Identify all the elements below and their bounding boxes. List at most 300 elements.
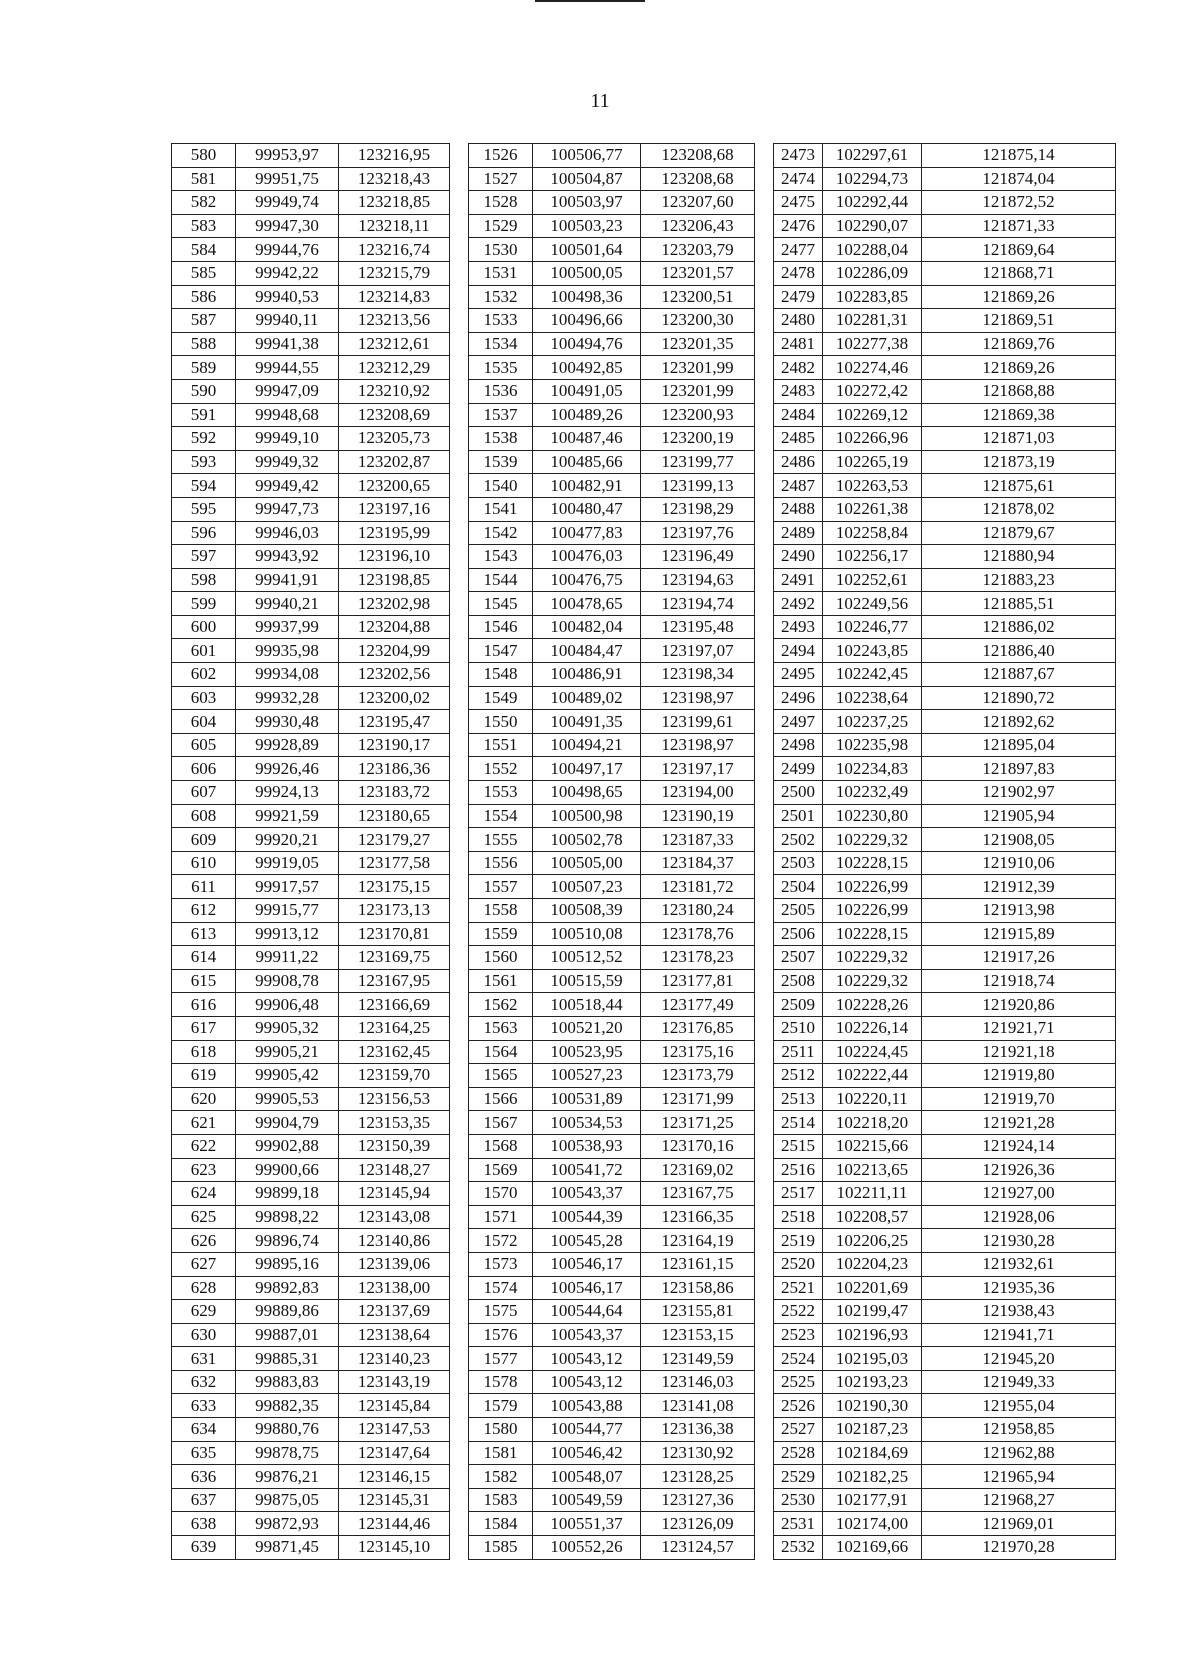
x-coordinate-a: 99924,13 — [236, 781, 339, 805]
x-coordinate-c: 102252,61 — [823, 568, 922, 592]
column-gap — [450, 474, 469, 498]
point-number-a: 600 — [172, 615, 236, 639]
x-coordinate-c: 102182,25 — [823, 1465, 922, 1489]
column-gap — [755, 1087, 774, 1111]
x-coordinate-c: 102261,38 — [823, 497, 922, 521]
table-row — [172, 474, 1116, 498]
y-coordinate-b: 123166,35 — [641, 1205, 755, 1229]
point-number-b: 1545 — [469, 592, 533, 616]
point-number-a: 599 — [172, 592, 236, 616]
y-coordinate-b: 123197,17 — [641, 757, 755, 781]
x-coordinate-b: 100484,47 — [533, 639, 641, 663]
point-number-a: 598 — [172, 568, 236, 592]
y-coordinate-b: 123198,34 — [641, 663, 755, 687]
x-coordinate-a: 99948,68 — [236, 403, 339, 427]
point-number-b: 1565 — [469, 1064, 533, 1088]
point-number-b: 1535 — [469, 356, 533, 380]
y-coordinate-c: 121921,28 — [922, 1111, 1116, 1135]
x-coordinate-c: 102234,83 — [823, 757, 922, 781]
point-number-c: 2506 — [774, 922, 823, 946]
x-coordinate-b: 100510,08 — [533, 922, 641, 946]
column-gap — [450, 1465, 469, 1489]
y-coordinate-b: 123194,63 — [641, 568, 755, 592]
table-row — [172, 427, 1116, 451]
table-row — [172, 403, 1116, 427]
y-coordinate-a: 123145,84 — [339, 1394, 450, 1418]
point-number-c: 2522 — [774, 1300, 823, 1324]
x-coordinate-a: 99878,75 — [236, 1441, 339, 1465]
x-coordinate-a: 99911,22 — [236, 946, 339, 970]
point-number-a: 596 — [172, 521, 236, 545]
y-coordinate-a: 123202,56 — [339, 663, 450, 687]
column-gap — [755, 521, 774, 545]
column-gap — [755, 1205, 774, 1229]
y-coordinate-b: 123198,29 — [641, 497, 755, 521]
x-coordinate-b: 100544,39 — [533, 1205, 641, 1229]
point-number-b: 1582 — [469, 1465, 533, 1489]
x-coordinate-b: 100543,88 — [533, 1394, 641, 1418]
y-coordinate-b: 123155,81 — [641, 1300, 755, 1324]
y-coordinate-a: 123214,83 — [339, 285, 450, 309]
x-coordinate-a: 99871,45 — [236, 1536, 339, 1560]
y-coordinate-c: 121969,01 — [922, 1512, 1116, 1536]
point-number-b: 1566 — [469, 1087, 533, 1111]
y-coordinate-b: 123206,43 — [641, 214, 755, 238]
y-coordinate-b: 123200,93 — [641, 403, 755, 427]
x-coordinate-a: 99947,30 — [236, 214, 339, 238]
column-gap — [755, 1134, 774, 1158]
point-number-a: 581 — [172, 167, 236, 191]
point-number-a: 610 — [172, 851, 236, 875]
x-coordinate-c: 102195,03 — [823, 1347, 922, 1371]
table-row — [172, 167, 1116, 191]
y-coordinate-a: 123212,61 — [339, 332, 450, 356]
y-coordinate-c: 121868,88 — [922, 379, 1116, 403]
x-coordinate-a: 99896,74 — [236, 1229, 339, 1253]
x-coordinate-c: 102196,93 — [823, 1323, 922, 1347]
point-number-c: 2519 — [774, 1229, 823, 1253]
point-number-b: 1527 — [469, 167, 533, 191]
point-number-a: 633 — [172, 1394, 236, 1418]
point-number-c: 2491 — [774, 568, 823, 592]
x-coordinate-a: 99921,59 — [236, 804, 339, 828]
y-coordinate-b: 123198,97 — [641, 686, 755, 710]
y-coordinate-b: 123197,07 — [641, 639, 755, 663]
x-coordinate-b: 100478,65 — [533, 592, 641, 616]
point-number-a: 612 — [172, 899, 236, 923]
x-coordinate-a: 99872,93 — [236, 1512, 339, 1536]
x-coordinate-b: 100551,37 — [533, 1512, 641, 1536]
x-coordinate-a: 99942,22 — [236, 261, 339, 285]
y-coordinate-b: 123178,76 — [641, 922, 755, 946]
y-coordinate-a: 123218,85 — [339, 191, 450, 215]
column-gap — [450, 1134, 469, 1158]
x-coordinate-a: 99940,11 — [236, 309, 339, 333]
x-coordinate-c: 102281,31 — [823, 309, 922, 333]
table-row — [172, 214, 1116, 238]
x-coordinate-c: 102269,12 — [823, 403, 922, 427]
x-coordinate-c: 102193,23 — [823, 1370, 922, 1394]
point-number-c: 2480 — [774, 309, 823, 333]
x-coordinate-a: 99926,46 — [236, 757, 339, 781]
table-row — [172, 781, 1116, 805]
point-number-c: 2501 — [774, 804, 823, 828]
y-coordinate-b: 123198,97 — [641, 733, 755, 757]
table-row — [172, 568, 1116, 592]
x-coordinate-a: 99928,89 — [236, 733, 339, 757]
column-gap — [450, 639, 469, 663]
point-number-c: 2509 — [774, 993, 823, 1017]
column-gap — [450, 828, 469, 852]
column-gap — [755, 144, 774, 168]
point-number-b: 1539 — [469, 450, 533, 474]
x-coordinate-b: 100545,28 — [533, 1229, 641, 1253]
y-coordinate-a: 123196,10 — [339, 545, 450, 569]
y-coordinate-a: 123162,45 — [339, 1040, 450, 1064]
table-row — [172, 497, 1116, 521]
y-coordinate-c: 121962,88 — [922, 1441, 1116, 1465]
point-number-c: 2521 — [774, 1276, 823, 1300]
column-gap — [755, 922, 774, 946]
x-coordinate-a: 99943,92 — [236, 545, 339, 569]
column-gap — [755, 851, 774, 875]
y-coordinate-c: 121968,27 — [922, 1488, 1116, 1512]
y-coordinate-c: 121887,67 — [922, 663, 1116, 687]
point-number-c: 2518 — [774, 1205, 823, 1229]
x-coordinate-b: 100541,72 — [533, 1158, 641, 1182]
y-coordinate-a: 123195,47 — [339, 710, 450, 734]
y-coordinate-a: 123143,08 — [339, 1205, 450, 1229]
point-number-c: 2532 — [774, 1536, 823, 1560]
y-coordinate-c: 121869,64 — [922, 238, 1116, 262]
y-coordinate-b: 123171,25 — [641, 1111, 755, 1135]
point-number-a: 582 — [172, 191, 236, 215]
y-coordinate-c: 121869,76 — [922, 332, 1116, 356]
y-coordinate-c: 121878,02 — [922, 497, 1116, 521]
y-coordinate-b: 123128,25 — [641, 1465, 755, 1489]
point-number-b: 1576 — [469, 1323, 533, 1347]
table-row — [172, 663, 1116, 687]
y-coordinate-b: 123200,19 — [641, 427, 755, 451]
column-gap — [450, 1512, 469, 1536]
point-number-c: 2473 — [774, 144, 823, 168]
y-coordinate-a: 123139,06 — [339, 1252, 450, 1276]
x-coordinate-c: 102258,84 — [823, 521, 922, 545]
column-gap — [450, 993, 469, 1017]
point-number-a: 584 — [172, 238, 236, 262]
y-coordinate-b: 123177,49 — [641, 993, 755, 1017]
y-coordinate-c: 121885,51 — [922, 592, 1116, 616]
column-gap — [450, 1300, 469, 1324]
x-coordinate-c: 102283,85 — [823, 285, 922, 309]
y-coordinate-a: 123148,27 — [339, 1158, 450, 1182]
table-row — [172, 450, 1116, 474]
y-coordinate-a: 123205,73 — [339, 427, 450, 451]
column-gap — [755, 427, 774, 451]
point-number-c: 2474 — [774, 167, 823, 191]
x-coordinate-c: 102242,45 — [823, 663, 922, 687]
column-gap — [450, 1347, 469, 1371]
y-coordinate-b: 123136,38 — [641, 1418, 755, 1442]
x-coordinate-b: 100543,12 — [533, 1370, 641, 1394]
column-gap — [755, 1441, 774, 1465]
y-coordinate-a: 123218,43 — [339, 167, 450, 191]
x-coordinate-b: 100515,59 — [533, 969, 641, 993]
x-coordinate-c: 102232,49 — [823, 781, 922, 805]
x-coordinate-a: 99947,09 — [236, 379, 339, 403]
x-coordinate-a: 99904,79 — [236, 1111, 339, 1135]
y-coordinate-c: 121875,14 — [922, 144, 1116, 168]
table-row — [172, 899, 1116, 923]
y-coordinate-a: 123197,16 — [339, 497, 450, 521]
point-number-c: 2524 — [774, 1347, 823, 1371]
x-coordinate-a: 99892,83 — [236, 1276, 339, 1300]
x-coordinate-b: 100482,91 — [533, 474, 641, 498]
y-coordinate-c: 121945,20 — [922, 1347, 1116, 1371]
point-number-c: 2487 — [774, 474, 823, 498]
y-coordinate-a: 123146,15 — [339, 1465, 450, 1489]
x-coordinate-b: 100527,23 — [533, 1064, 641, 1088]
column-gap — [755, 757, 774, 781]
x-coordinate-c: 102237,25 — [823, 710, 922, 734]
column-gap — [450, 1370, 469, 1394]
column-gap — [450, 167, 469, 191]
point-number-c: 2484 — [774, 403, 823, 427]
column-gap — [450, 238, 469, 262]
column-gap — [755, 1536, 774, 1560]
x-coordinate-a: 99919,05 — [236, 851, 339, 875]
point-number-c: 2510 — [774, 1016, 823, 1040]
y-coordinate-c: 121965,94 — [922, 1465, 1116, 1489]
y-coordinate-c: 121871,33 — [922, 214, 1116, 238]
point-number-b: 1559 — [469, 922, 533, 946]
table-row — [172, 1158, 1116, 1182]
table-body — [172, 144, 1116, 1560]
column-gap — [755, 474, 774, 498]
table-row — [172, 1512, 1116, 1536]
table-row — [172, 946, 1116, 970]
y-coordinate-c: 121890,72 — [922, 686, 1116, 710]
y-coordinate-a: 123164,25 — [339, 1016, 450, 1040]
point-number-a: 606 — [172, 757, 236, 781]
column-gap — [755, 710, 774, 734]
y-coordinate-a: 123180,65 — [339, 804, 450, 828]
x-coordinate-c: 102220,11 — [823, 1087, 922, 1111]
y-coordinate-c: 121871,03 — [922, 427, 1116, 451]
point-number-c: 2512 — [774, 1064, 823, 1088]
y-coordinate-c: 121872,52 — [922, 191, 1116, 215]
x-coordinate-a: 99906,48 — [236, 993, 339, 1017]
y-coordinate-b: 123178,23 — [641, 946, 755, 970]
x-coordinate-c: 102228,15 — [823, 922, 922, 946]
x-coordinate-a: 99876,21 — [236, 1465, 339, 1489]
column-gap — [755, 191, 774, 215]
y-coordinate-a: 123195,99 — [339, 521, 450, 545]
point-number-c: 2497 — [774, 710, 823, 734]
table-row — [172, 144, 1116, 168]
x-coordinate-b: 100503,23 — [533, 214, 641, 238]
x-coordinate-c: 102288,04 — [823, 238, 922, 262]
point-number-a: 586 — [172, 285, 236, 309]
x-coordinate-b: 100480,47 — [533, 497, 641, 521]
point-number-c: 2526 — [774, 1394, 823, 1418]
y-coordinate-a: 123202,87 — [339, 450, 450, 474]
x-coordinate-c: 102290,07 — [823, 214, 922, 238]
point-number-c: 2493 — [774, 615, 823, 639]
y-coordinate-c: 121902,97 — [922, 781, 1116, 805]
point-number-b: 1532 — [469, 285, 533, 309]
column-gap — [450, 615, 469, 639]
point-number-b: 1528 — [469, 191, 533, 215]
point-number-a: 637 — [172, 1488, 236, 1512]
table-row — [172, 828, 1116, 852]
column-gap — [755, 1488, 774, 1512]
x-coordinate-b: 100476,75 — [533, 568, 641, 592]
point-number-b: 1536 — [469, 379, 533, 403]
table-row — [172, 1205, 1116, 1229]
x-coordinate-b: 100494,21 — [533, 733, 641, 757]
point-number-a: 621 — [172, 1111, 236, 1135]
x-coordinate-b: 100494,76 — [533, 332, 641, 356]
point-number-c: 2513 — [774, 1087, 823, 1111]
x-coordinate-c: 102211,11 — [823, 1182, 922, 1206]
y-coordinate-a: 123198,85 — [339, 568, 450, 592]
point-number-c: 2489 — [774, 521, 823, 545]
column-gap — [450, 379, 469, 403]
x-coordinate-a: 99940,53 — [236, 285, 339, 309]
x-coordinate-a: 99905,42 — [236, 1064, 339, 1088]
table-row — [172, 875, 1116, 899]
y-coordinate-c: 121880,94 — [922, 545, 1116, 569]
x-coordinate-a: 99953,97 — [236, 144, 339, 168]
column-gap — [755, 828, 774, 852]
column-gap — [755, 733, 774, 757]
column-gap — [450, 191, 469, 215]
table-row — [172, 592, 1116, 616]
x-coordinate-a: 99905,32 — [236, 1016, 339, 1040]
x-coordinate-b: 100501,64 — [533, 238, 641, 262]
point-number-a: 613 — [172, 922, 236, 946]
y-coordinate-a: 123153,35 — [339, 1111, 450, 1135]
table-row — [172, 285, 1116, 309]
y-coordinate-a: 123140,23 — [339, 1347, 450, 1371]
y-coordinate-a: 123143,19 — [339, 1370, 450, 1394]
y-coordinate-c: 121897,83 — [922, 757, 1116, 781]
x-coordinate-c: 102187,23 — [823, 1418, 922, 1442]
x-coordinate-a: 99930,48 — [236, 710, 339, 734]
point-number-c: 2486 — [774, 450, 823, 474]
y-coordinate-c: 121921,18 — [922, 1040, 1116, 1064]
point-number-b: 1557 — [469, 875, 533, 899]
point-number-b: 1526 — [469, 144, 533, 168]
column-gap — [755, 332, 774, 356]
x-coordinate-b: 100544,64 — [533, 1300, 641, 1324]
y-coordinate-b: 123199,61 — [641, 710, 755, 734]
x-coordinate-a: 99882,35 — [236, 1394, 339, 1418]
y-coordinate-c: 121869,26 — [922, 356, 1116, 380]
y-coordinate-a: 123150,39 — [339, 1134, 450, 1158]
x-coordinate-a: 99937,99 — [236, 615, 339, 639]
column-gap — [450, 969, 469, 993]
y-coordinate-a: 123179,27 — [339, 828, 450, 852]
column-gap — [450, 285, 469, 309]
point-number-a: 589 — [172, 356, 236, 380]
x-coordinate-b: 100500,05 — [533, 261, 641, 285]
y-coordinate-a: 123145,94 — [339, 1182, 450, 1206]
y-coordinate-a: 123159,70 — [339, 1064, 450, 1088]
x-coordinate-a: 99887,01 — [236, 1323, 339, 1347]
point-number-a: 627 — [172, 1252, 236, 1276]
x-coordinate-c: 102228,15 — [823, 851, 922, 875]
x-coordinate-c: 102224,45 — [823, 1040, 922, 1064]
x-coordinate-b: 100491,35 — [533, 710, 641, 734]
column-gap — [450, 875, 469, 899]
column-gap — [755, 804, 774, 828]
column-gap — [450, 781, 469, 805]
column-gap — [755, 781, 774, 805]
column-gap — [450, 1111, 469, 1135]
table-row — [172, 1441, 1116, 1465]
x-coordinate-b: 100523,95 — [533, 1040, 641, 1064]
column-gap — [755, 875, 774, 899]
column-gap — [450, 144, 469, 168]
point-number-a: 585 — [172, 261, 236, 285]
y-coordinate-b: 123207,60 — [641, 191, 755, 215]
x-coordinate-b: 100506,77 — [533, 144, 641, 168]
point-number-c: 2481 — [774, 332, 823, 356]
x-coordinate-b: 100492,85 — [533, 356, 641, 380]
y-coordinate-b: 123175,16 — [641, 1040, 755, 1064]
y-coordinate-a: 123190,17 — [339, 733, 450, 757]
y-coordinate-c: 121873,19 — [922, 450, 1116, 474]
x-coordinate-a: 99885,31 — [236, 1347, 339, 1371]
x-coordinate-c: 102226,99 — [823, 875, 922, 899]
y-coordinate-b: 123181,72 — [641, 875, 755, 899]
point-number-b: 1529 — [469, 214, 533, 238]
table-row — [172, 332, 1116, 356]
point-number-b: 1551 — [469, 733, 533, 757]
point-number-b: 1548 — [469, 663, 533, 687]
y-coordinate-b: 123201,35 — [641, 332, 755, 356]
x-coordinate-c: 102256,17 — [823, 545, 922, 569]
x-coordinate-c: 102228,26 — [823, 993, 922, 1017]
point-number-c: 2495 — [774, 663, 823, 687]
x-coordinate-c: 102190,30 — [823, 1394, 922, 1418]
table-row — [172, 1370, 1116, 1394]
column-gap — [450, 1016, 469, 1040]
point-number-a: 595 — [172, 497, 236, 521]
x-coordinate-b: 100476,03 — [533, 545, 641, 569]
x-coordinate-c: 102249,56 — [823, 592, 922, 616]
x-coordinate-b: 100508,39 — [533, 899, 641, 923]
y-coordinate-b: 123203,79 — [641, 238, 755, 262]
x-coordinate-b: 100512,52 — [533, 946, 641, 970]
x-coordinate-c: 102215,66 — [823, 1134, 922, 1158]
x-coordinate-a: 99941,91 — [236, 568, 339, 592]
table-row — [172, 804, 1116, 828]
table-row — [172, 851, 1116, 875]
y-coordinate-a: 123200,65 — [339, 474, 450, 498]
table-row — [172, 1536, 1116, 1560]
column-gap — [755, 899, 774, 923]
x-coordinate-c: 102263,53 — [823, 474, 922, 498]
point-number-a: 630 — [172, 1323, 236, 1347]
y-coordinate-b: 123153,15 — [641, 1323, 755, 1347]
y-coordinate-c: 121874,04 — [922, 167, 1116, 191]
x-coordinate-c: 102246,77 — [823, 615, 922, 639]
x-coordinate-b: 100546,17 — [533, 1252, 641, 1276]
y-coordinate-c: 121930,28 — [922, 1229, 1116, 1253]
